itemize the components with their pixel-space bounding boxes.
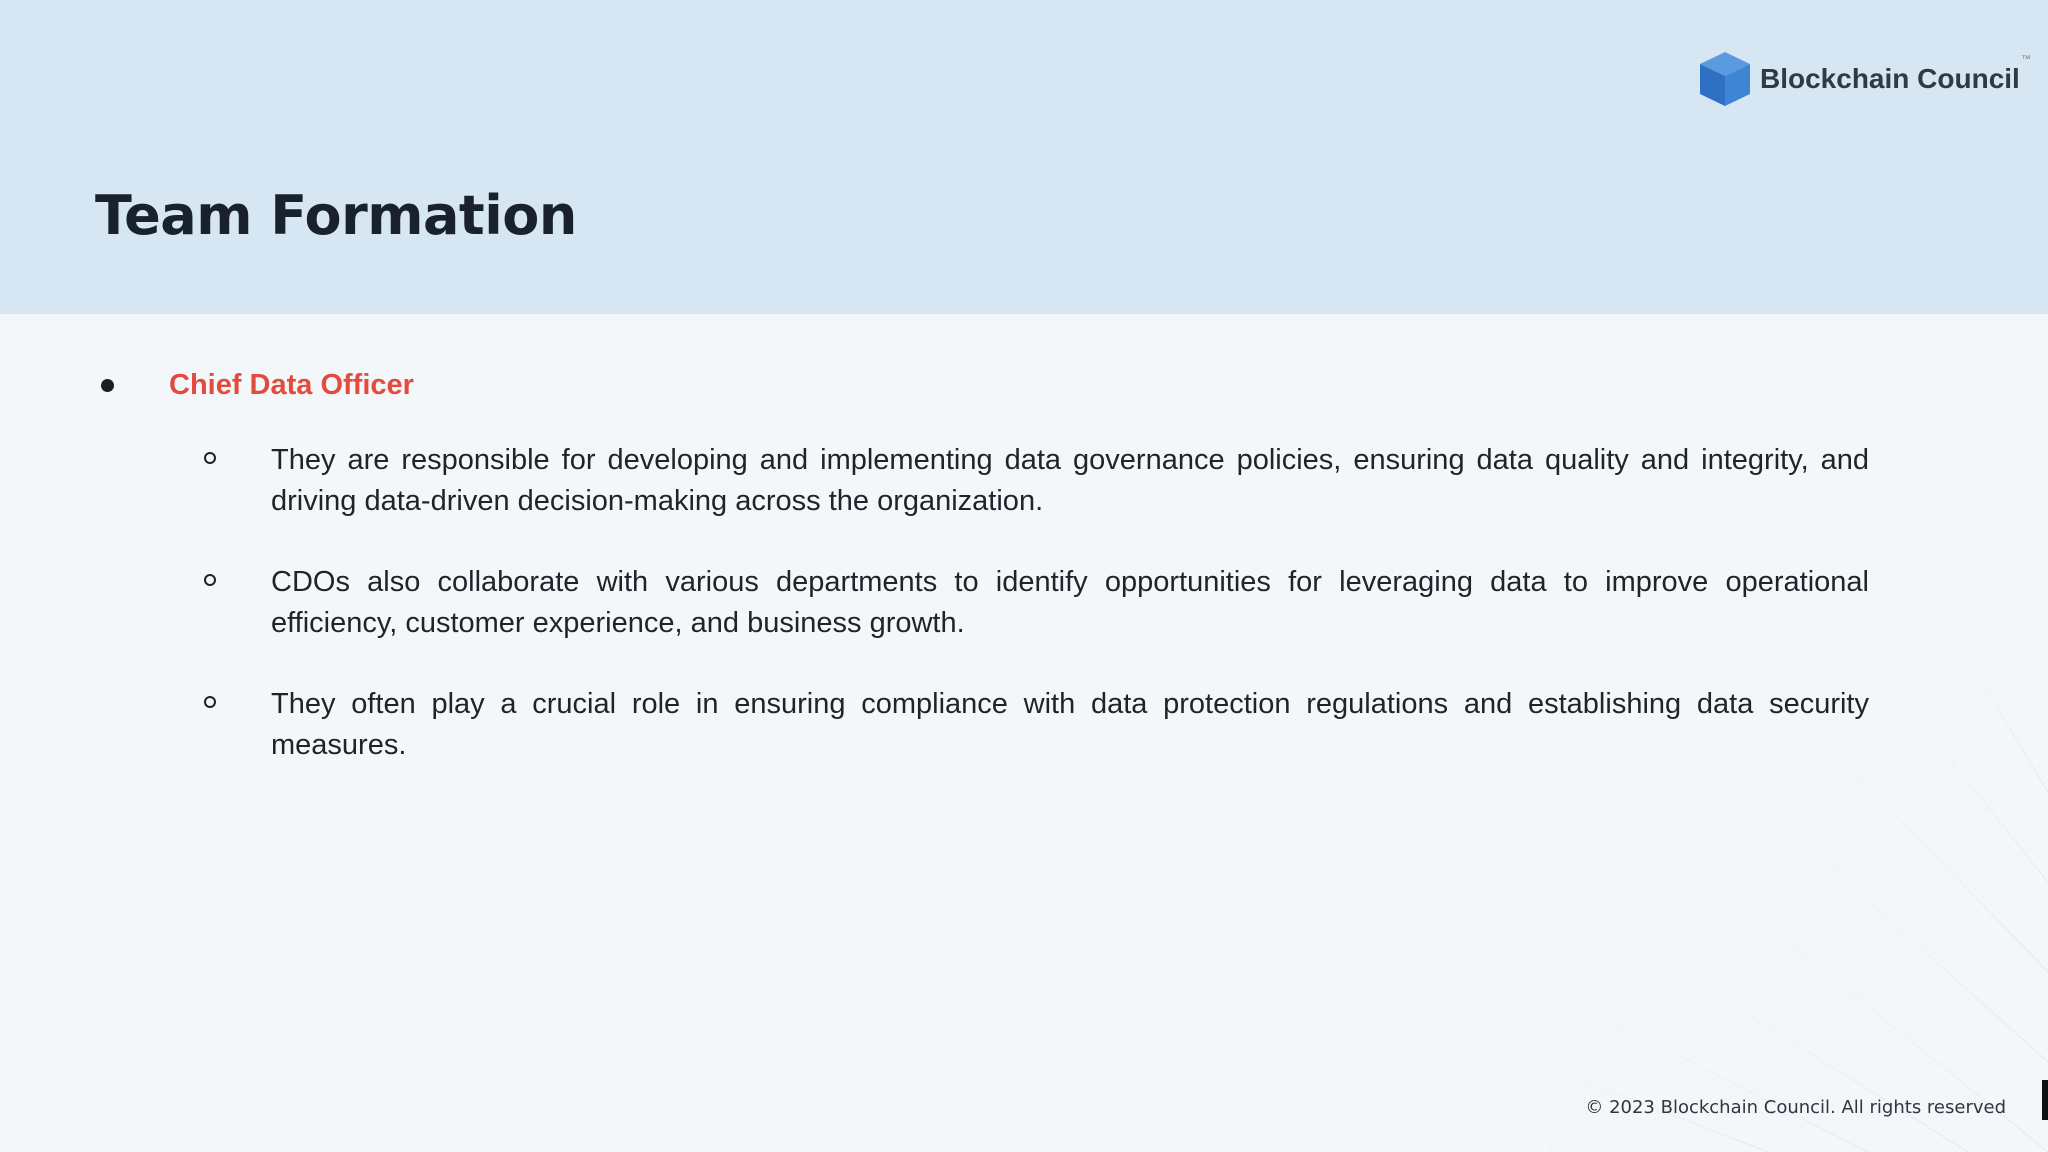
header-band [0, 0, 2048, 314]
main-list-item [101, 360, 414, 410]
main-item-label: Chief Data Officer [169, 369, 414, 401]
sub-item-text: CDOs also collaborate with various departments to identify opportunities for leveraging data to improve operational efficiency, customer experience, and business growth. [271, 566, 1869, 639]
brand-logo [1696, 46, 2031, 112]
hollow-circle-bullet-icon [204, 452, 216, 464]
hollow-circle-bullet-icon [204, 574, 216, 586]
copyright-footer: © 2023 Blockchain Council. All rights reserved [1585, 1097, 2006, 1118]
logo-text: Blockchain Council [1760, 63, 2020, 94]
sub-item-text: They are responsible for developing and implementing data governance policies, ensuring data quality and integrity, and driving data-driven decision-making across the organization. [271, 444, 1869, 517]
filled-circle-bullet-icon [101, 379, 114, 392]
trademark-mark: ™ [2020, 54, 2031, 65]
sub-list-item [204, 684, 1869, 766]
sub-list-item [204, 440, 1869, 522]
hollow-circle-bullet-icon [204, 696, 216, 708]
sub-item-text: They often play a crucial role in ensuring compliance with data protection regulations and establishing data security measures. [271, 688, 1869, 761]
content-area [0, 314, 2048, 1152]
edge-marker [2042, 1080, 2048, 1120]
blue-cube-icon [1696, 48, 1754, 110]
page-title: Team Formation [95, 184, 577, 247]
sub-list [204, 440, 1869, 806]
sub-list-item [204, 562, 1869, 644]
